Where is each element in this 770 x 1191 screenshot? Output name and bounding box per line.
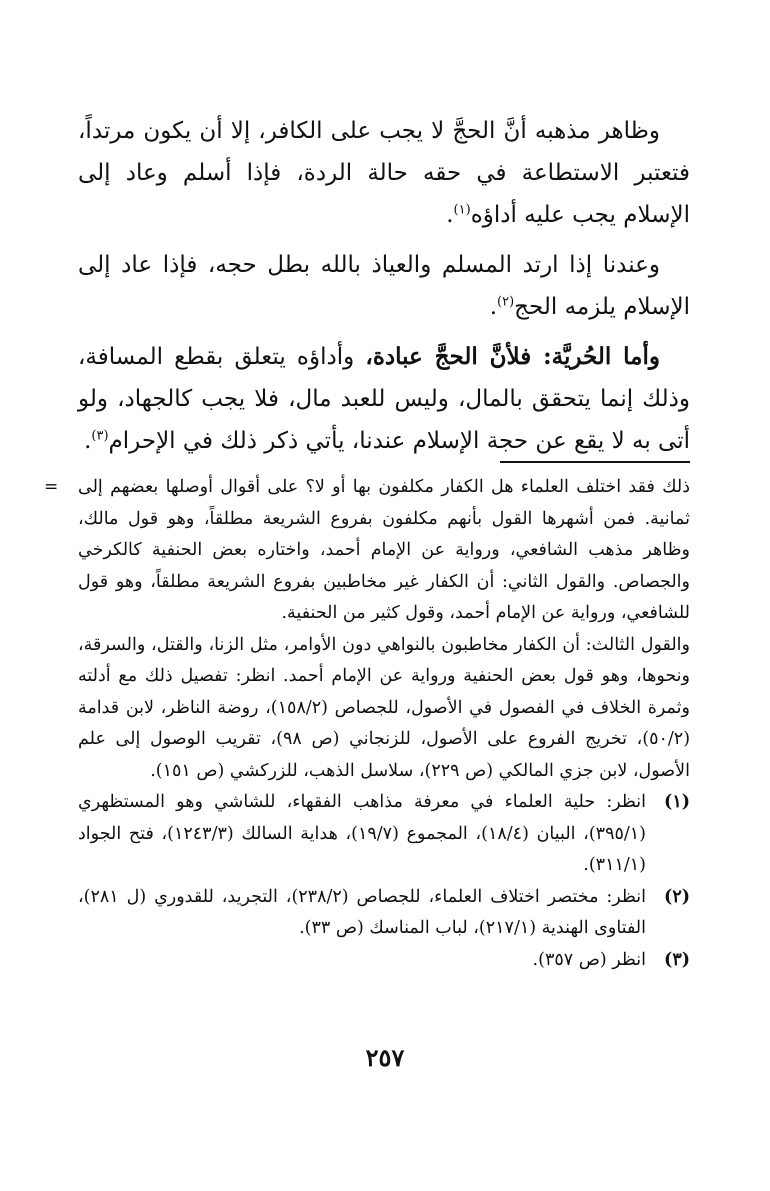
paragraph-1-text: وظاهر مذهبه أنَّ الحجَّ لا يجب على الكافر، إلا أن يكون مرتداً، فتعتبر الاستطاعة في حقه حالة الردة، فإذا أسلم وعاد إلى الإسلام يجب عليه أداؤه <box>78 118 690 228</box>
paragraph-3 <box>78 336 690 462</box>
continuation-paragraph-2: والقول الثالث: أن الكفار مخاطبون بالنواهي دون الأوامر، مثل الزنا، والقتل، والسرقة، ونحوها، وهو قول بعض الحنفية ورواية عن الإمام أحمد. انظر: تفصيل ذلك مع أدلته وثمرة الخلاف في الفصول في الأصول، للجصاص (١٥٨/٢)، روضة الناظر، لابن قدامة (٥٠/٢)، تخريج الفروع على الأصول، للزنجاني (ص ٩٨)، تقريب الوصول إلى علم الأصول، لابن جزي المالكي (ص ٢٢٩)، سلاسل الذهب، للزركشي (ص ١٥١). <box>78 634 691 781</box>
footnote-ref-1[interactable]: (١) <box>453 202 471 218</box>
footnote-number-2: (٢) <box>664 886 690 907</box>
footnote-item-1 <box>78 787 690 882</box>
footnote-text-2: انظر: مختصر اختلاف العلماء، للجصاص (٢٣٨/٢)، التجريد، للقدوري (ل ٢٨١)، الفتاوى الهندية (٢١٧/١)، لباب المناسك (ص ٣٣). <box>78 886 647 938</box>
footnote-item-2 <box>78 882 690 945</box>
footnote-number-3: (٣) <box>664 949 690 970</box>
footnotes <box>44 472 691 976</box>
footnote-ref-3[interactable]: (٣) <box>91 428 109 444</box>
footnote-ref-2[interactable]: (٢) <box>497 294 515 310</box>
paragraph-1-end: . <box>446 202 454 228</box>
main-text <box>78 110 690 470</box>
continuation-mark: = <box>44 477 59 497</box>
paragraph-3-text: وأداؤه يتعلق بقطع المسافة، وذلك إنما يتحقق بالمال، وليس للعبد مال، فلا يجب كالجهاد، ولو أتى به لا يقع عن حجة الإسلام عندنا، يأتي ذكر ذلك في الإحرام <box>78 344 690 454</box>
continuation-paragraph-1: ذلك فقد اختلف العلماء هل الكفار مكلفون بها أو لا؟ على أقوال أوصلها بعضهم إلى ثمانية. فمن أشهرها القول بأنهم مكلفون بفروع الشريعة مطلقاً، وهو قول مالك، وظاهر مذهب الشافعي، ورواية عن الإمام أحمد، واختاره بعض الحنفية كالكرخي والجصاص. والقول الثاني: أن الكفار غير مخاطبين بفروع الشريعة مطلقاً، وهو قول للشافعي، ورواية عن الإمام أحمد، وقول كثير من الحنفية. <box>78 477 690 623</box>
footnote-text-3: انظر (ص ٣٥٧). <box>532 949 646 970</box>
page-number: ٢٥٧ <box>365 1043 405 1072</box>
paragraph-3-lead: وأما الحُريَّة: فلأنَّ الحجَّ عبادة، <box>365 343 660 370</box>
paragraph-3-end: . <box>84 428 92 454</box>
paragraph-2 <box>78 244 690 328</box>
footnote-number-1: (١) <box>664 792 690 812</box>
paragraph-1 <box>78 110 690 236</box>
footnote-separator <box>500 461 690 463</box>
paragraph-2-text: وعندنا إذا ارتد المسلم والعياذ بالله بطل حجه، فإذا عاد إلى الإسلام يلزمه الحج <box>78 252 690 320</box>
paragraph-2-end: . <box>489 294 498 320</box>
footnote-continuation <box>44 472 691 787</box>
footnote-text-1: انظر: حلية العلماء في معرفة مذاهب الفقهاء، للشاشي وهو المستظهري (٣٩٥/١)، البيان (١٨/٤)، المجموع (١٩/٧)، هداية السالك (١٢٤٣/٣)، فتح الجواد (٣١١/١). <box>78 792 646 875</box>
footnote-item-3 <box>78 945 690 977</box>
